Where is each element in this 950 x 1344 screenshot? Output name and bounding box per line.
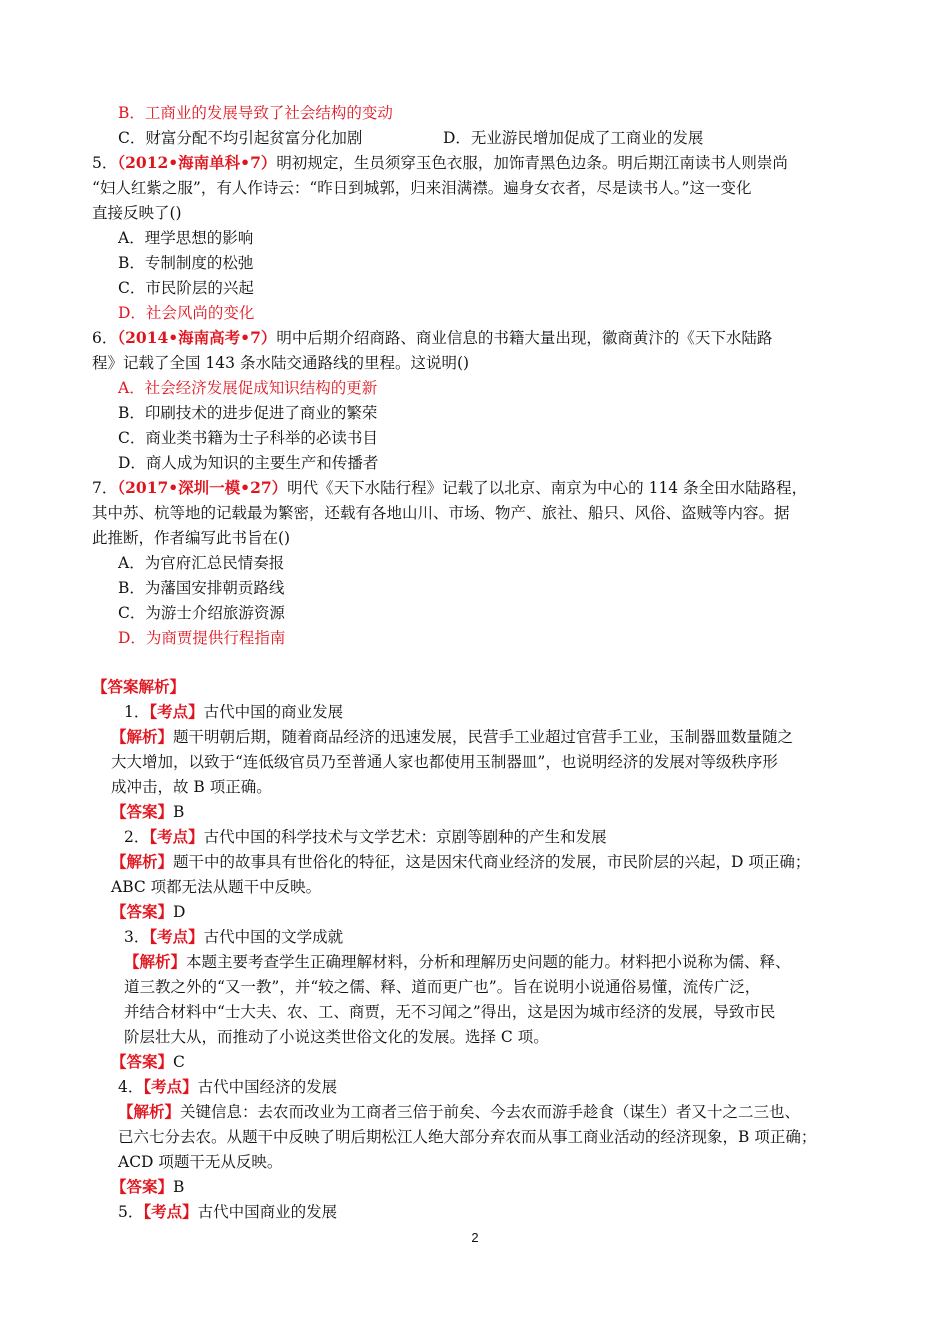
q7-source: （2017•深圳一模•27） — [117, 478, 288, 497]
q6-option-a: A．社会经济发展促成知识结构的更新 — [118, 379, 378, 397]
a2-jiexi-line-2: ABC 项都无法从题干中反映。 — [111, 878, 322, 896]
a4-daan: B — [173, 1178, 185, 1196]
a5-kaodian: 古代中国商业的发展 — [197, 1203, 338, 1221]
q5-stem-line-1 — [92, 151, 788, 175]
q5-option-c: C．市民阶层的兴起 — [118, 279, 254, 297]
q7-option-d: D．为商贾提供行程指南 — [118, 629, 286, 647]
q5-stem-line-2: “妇人红紫之服”，有人作诗云：“昨日到城郭，归来泪满襟。遍身女衣者，尽是读书人。”这一变化 — [92, 179, 752, 197]
a3-daan-line — [111, 1050, 185, 1074]
a4-kaodian-tag: 【考点】 — [143, 1077, 198, 1096]
a3-daan-tag: 【答案】 — [111, 1052, 174, 1071]
a2-kaodian-tag: 【考点】 — [149, 827, 204, 846]
a4-jiexi-line-1 — [118, 1100, 800, 1124]
a3-jiexi-line-2: 道三教之外的“又一教”，并“较之儒、释、道而更广也”。旨在说明小说通俗易懂，流传广泛， — [124, 978, 761, 996]
a4-jiexi-text-1: 关键信息：去农而改业为工商者三倍于前矣、今去农而游手趁食（谋生）者又十之二三也、 — [180, 1103, 801, 1121]
a3-daan: C — [173, 1053, 185, 1071]
a3-kaodian-line — [124, 925, 343, 949]
q7-stem-text: 明代《天下水陆行程》记载了以北京、南京为中心的 114 条全田水陆路程， — [287, 479, 808, 497]
q7-option-a: A．为官府汇总民情奏报 — [118, 554, 285, 572]
a3-kaodian: 古代中国的文学成就 — [203, 928, 344, 946]
a1-daan-line — [111, 800, 184, 824]
q5-option-a: A．理学思想的影响 — [118, 229, 254, 247]
a2-daan-line — [111, 900, 185, 924]
a1-daan: B — [173, 803, 185, 821]
a2-daan-tag: 【答案】 — [111, 902, 174, 921]
a3-jiexi-line-3: 并结合材料中“士大夫、农、工、商贾，无不习闻之”得出，这是因为城市经济的发展，导致市民 — [124, 1003, 776, 1021]
q5-number: 5． — [92, 154, 118, 172]
q7-number: 7． — [92, 479, 118, 497]
a3-kaodian-tag: 【考点】 — [149, 927, 204, 946]
a2-jiexi-tag: 【解析】 — [111, 852, 174, 871]
a4-daan-line — [111, 1175, 184, 1199]
a4-daan-tag: 【答案】 — [111, 1177, 174, 1196]
q4-option-d: D．无业游民增加促成了工商业的发展 — [443, 129, 704, 147]
a1-jiexi-line-3: 成冲击，故 B 项正确。 — [111, 778, 272, 796]
a4-jiexi-line-2: 已六七分去农。从题干中反映了明后期松江人绝大部分弃农而从事工商业活动的经济现象，B 项正确； — [118, 1128, 817, 1146]
q6-option-d: D．商人成为知识的主要生产和传播者 — [118, 454, 379, 472]
q7-stem-line-2: 其中苏、杭等地的记载最为繁密，还载有各地山川、市场、物产、旅社、船只、风俗、盗贼等内容。据 — [92, 504, 790, 522]
a2-jiexi-text-1: 题干中的故事具有世俗化的特征，这是因宋代商业经济的发展，市民阶层的兴起，D 项正确； — [173, 853, 811, 871]
q7-option-c: C．为游士介绍旅游资源 — [118, 604, 285, 622]
q5-stem-text: 明初规定，生员须穿玉色衣服，加饰青黑色边条。明后期江南读书人则崇尚 — [276, 154, 788, 172]
q5-source: （2012•海南单科•7） — [117, 153, 277, 172]
a1-daan-tag: 【答案】 — [111, 802, 174, 821]
answers-heading: 【答案解析】 — [92, 677, 186, 696]
a3-jiexi-tag: 【解析】 — [124, 952, 187, 971]
a4-number: 4． — [118, 1078, 144, 1096]
a2-kaodian-line — [124, 825, 607, 849]
page-number: 2 — [471, 1230, 479, 1245]
a1-kaodian-tag: 【考点】 — [149, 702, 204, 721]
a4-kaodian-line — [118, 1075, 337, 1099]
q6-stem-text: 明中后期介绍商路、商业信息的书籍大量出现，徽商黄汴的《天下水陆路 — [276, 329, 773, 347]
a1-kaodian: 古代中国的商业发展 — [203, 703, 344, 721]
a5-kaodian-line — [118, 1200, 337, 1224]
q6-source: （2014•海南高考•7） — [117, 328, 277, 347]
a3-jiexi-text-1: 本题主要考查学生正确理解材料，分析和理解历史问题的能力。材料把小说称为儒、释、 — [186, 953, 791, 971]
a4-jiexi-line-3: ACD 项题干无从反映。 — [118, 1153, 283, 1171]
q5-option-b: B．专制制度的松弛 — [118, 254, 254, 272]
a4-jiexi-tag: 【解析】 — [118, 1102, 181, 1121]
a1-jiexi-tag: 【解析】 — [111, 727, 174, 746]
q6-number: 6． — [92, 329, 118, 347]
q6-option-c: C．商业类书籍为士子科举的必读书目 — [118, 429, 378, 447]
q7-stem-line-3: 此推断，作者编写此书旨在() — [92, 529, 291, 547]
q4-option-c: C．财富分配不均引起贫富分化加剧 — [118, 129, 363, 147]
q6-option-b: B．印刷技术的进步促进了商业的繁荣 — [118, 404, 378, 422]
a2-daan: D — [173, 903, 186, 921]
a3-number: 3． — [124, 928, 150, 946]
q6-stem-line-1 — [92, 326, 772, 350]
q4-option-b: B．工商业的发展导致了社会结构的变动 — [118, 104, 393, 122]
q7-stem-line-1 — [92, 476, 807, 500]
a1-number: 1． — [124, 703, 150, 721]
a3-jiexi-line-4: 阶层壮大从，而推动了小说这类世俗文化的发展。选择 C 项。 — [124, 1028, 549, 1046]
q5-stem-line-3: 直接反映了() — [92, 204, 182, 222]
a5-kaodian-tag: 【考点】 — [143, 1202, 198, 1221]
a1-jiexi-text-1: 题干明朝后期，随着商品经济的迅速发展，民营手工业超过官营手工业，玉制器皿数量随之 — [173, 728, 794, 746]
a4-kaodian: 古代中国经济的发展 — [197, 1078, 338, 1096]
a2-number: 2． — [124, 828, 150, 846]
a1-kaodian-line — [124, 700, 343, 724]
a1-jiexi-line-2: 大大增加，以致于“连低级官员乃至普通人家也都使用玉制器皿”，也说明经济的发展对等级秩序形 — [111, 753, 778, 771]
a1-jiexi-line-1 — [111, 725, 793, 749]
q7-option-b: B．为藩国安排朝贡路线 — [118, 579, 285, 597]
a2-kaodian: 古代中国的科学技术与文学艺术：京剧等剧种的产生和发展 — [203, 828, 607, 846]
q6-stem-line-2: 程》记载了全国 143 条水陆交通路线的里程。这说明() — [92, 354, 470, 372]
q5-option-d: D．社会风尚的变化 — [118, 304, 255, 322]
a2-jiexi-line-1 — [111, 850, 810, 874]
a3-jiexi-line-1 — [124, 950, 791, 974]
a5-number: 5． — [118, 1203, 144, 1221]
